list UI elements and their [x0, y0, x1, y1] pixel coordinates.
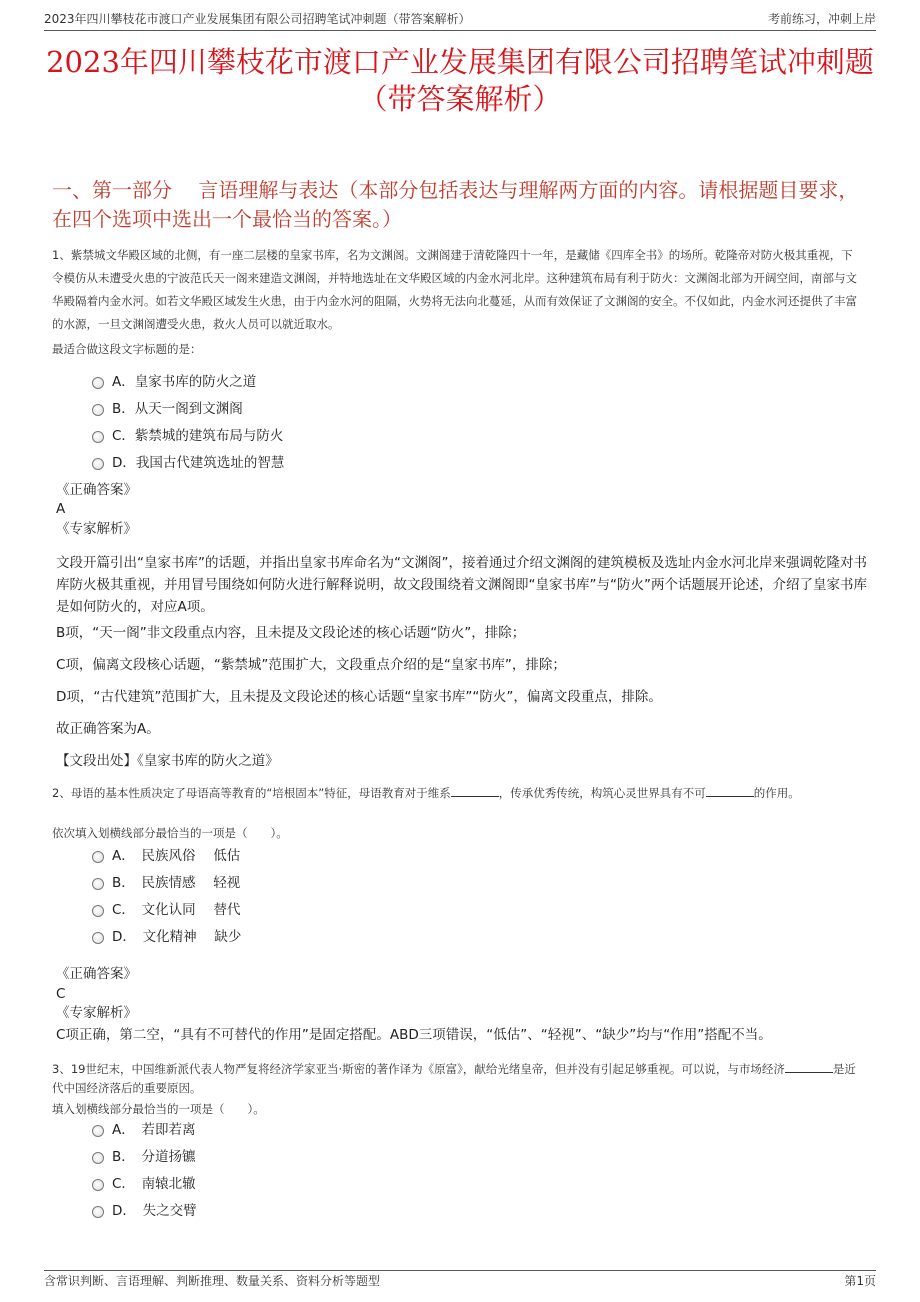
- radio-icon[interactable]: [92, 1125, 104, 1137]
- q1-analysis-conclusion: 故正确答案为A。: [56, 721, 160, 737]
- option-label: C． 南辕北辙: [112, 1176, 196, 1192]
- question-1-prompt: 最适合做这段文字标题的是：: [52, 342, 202, 356]
- footer-description: 含常识判断、言语理解、判断推理、数量关系、资料分析等题型: [44, 1274, 381, 1288]
- option-label: B．从天一阁到文渊阁: [112, 401, 243, 417]
- q2-option-b[interactable]: [92, 875, 240, 892]
- option-label: A．皇家书库的防火之道: [112, 374, 257, 390]
- q2-text-part: ，传承优秀传统，构筑心灵世界具有不可: [498, 786, 706, 800]
- q1-option-b[interactable]: [92, 401, 243, 418]
- q3-option-b[interactable]: [92, 1149, 196, 1166]
- q1-option-a[interactable]: [92, 374, 256, 391]
- question-1-text: 1、紫禁城文华殿区域的北侧，有一座二层楼的皇家书库，名为文渊阁。文渊阁建于清乾隆四十一年，是藏储《四库全书》的场所。乾隆帝对防火极其重视，下令模仿从未遭受火患的宁波范氏天一阁来建造文渊阁，并特地选址在文华殿区域的内金水河北岸。这种建筑布局有利于防火：文渊阁北部为开阔空间，南部与文华殿隔着内金水河。如若文华殿区域发生火患，由于内金水河的阻隔，火势将无法向北蔓延，从而有效保证了文渊阁的安全。不仅如此，内金水河还提供了丰富的水源，一旦文渊阁遭受火患，救火人员可以就近取水。: [52, 248, 857, 331]
- option-label: C． 文化认同 替代: [112, 902, 241, 918]
- radio-icon[interactable]: [92, 377, 104, 389]
- option-label: D． 失之交臂: [112, 1203, 197, 1219]
- radio-icon[interactable]: [92, 1206, 104, 1218]
- question-3-text: [52, 1060, 864, 1098]
- radio-icon[interactable]: [92, 1179, 104, 1191]
- section-heading: 一、第一部分 言语理解与表达（本部分包括表达与理解两方面的内容。请根据题目要求，在四个选项中选出一个最恰当的答案。）: [52, 178, 859, 231]
- question-2-text: [52, 784, 864, 803]
- q1-analysis-label: 《专家解析》: [56, 521, 137, 537]
- q1-source: 【文段出处】《皇家书库的防火之道》: [56, 753, 279, 769]
- q1-option-c[interactable]: [92, 428, 283, 445]
- header-doc-title: 2023年四川攀枝花市渡口产业发展集团有限公司招聘笔试冲刺题（带答案解析）: [44, 12, 471, 26]
- radio-icon[interactable]: [92, 404, 104, 416]
- radio-icon[interactable]: [92, 458, 104, 470]
- option-label: B． 分道扬镳: [112, 1149, 196, 1165]
- q1-answer: A: [56, 501, 66, 517]
- q3-text-part: 是近代中国经济落后的重要原因。: [52, 1062, 856, 1095]
- radio-icon[interactable]: [92, 878, 104, 890]
- blank-line: [706, 796, 754, 797]
- q2-analysis: C项正确，第二空，“具有不可替代的作用”是固定搭配。ABD三项错误，“低估”、“轻视”、“缺少”均与“作用”搭配不当。: [56, 1027, 772, 1043]
- q2-option-d[interactable]: [92, 929, 241, 946]
- header-divider: [44, 30, 876, 31]
- q3-option-d[interactable]: [92, 1203, 197, 1220]
- q3-text-part: 3、19世纪末，中国维新派代表人物严复将经济学家亚当·斯密的著作译为《原富》，献给光绪皇帝，但并没有引起足够重视。可以说，与市场经济: [52, 1062, 785, 1076]
- q1-analysis-c: C项，偏离文段核心话题，“紫禁城”范围扩大，文段重点介绍的是“皇家书库”，排除；: [56, 657, 566, 673]
- footer-divider: [44, 1270, 876, 1271]
- q2-text-part: 2、母语的基本性质决定了母语高等教育的“培根固本”特征，母语教育对于维系: [52, 786, 451, 800]
- radio-icon[interactable]: [92, 932, 104, 944]
- q3-option-a[interactable]: [92, 1122, 196, 1139]
- q2-analysis-label: 《专家解析》: [56, 1005, 137, 1021]
- q2-text-part: 的作用。: [753, 786, 800, 800]
- blank-line: [451, 796, 499, 797]
- page-number: 第1页: [844, 1274, 876, 1288]
- q1-option-d[interactable]: [92, 455, 284, 472]
- blank-line: [785, 1072, 833, 1073]
- q2-answer-label: 《正确答案》: [56, 966, 137, 982]
- question-2-prompt: 依次填入划横线部分最恰当的一项是（ ）。: [52, 826, 288, 840]
- option-label: A． 民族风俗 低估: [112, 848, 241, 864]
- q1-analysis-d: D项，“古代建筑”范围扩大，且未提及文段论述的核心话题“皇家书库”“防火”，偏离文段重点，排除。: [56, 689, 662, 705]
- q2-answer: C: [56, 986, 66, 1002]
- page-title: 2023年四川攀枝花市渡口产业发展集团有限公司招聘笔试冲刺题（带答案解析）: [46, 45, 874, 116]
- radio-icon[interactable]: [92, 431, 104, 443]
- q1-answer-label: 《正确答案》: [56, 482, 137, 498]
- option-label: B． 民族情感 轻视: [112, 875, 241, 891]
- header-slogan: 考前练习，冲刺上岸: [767, 12, 876, 26]
- q1-analysis-b: B项，“天一阁”非文段重点内容，且未提及文段论述的核心话题“防火”，排除；: [56, 625, 526, 641]
- radio-icon[interactable]: [92, 851, 104, 863]
- q2-option-a[interactable]: [92, 848, 240, 865]
- question-3-prompt: 填入划横线部分最恰当的一项是（ ）。: [52, 1102, 265, 1116]
- option-label: C．紫禁城的建筑布局与防火: [112, 428, 284, 444]
- radio-icon[interactable]: [92, 905, 104, 917]
- option-label: A． 若即若离: [112, 1122, 196, 1138]
- q2-option-c[interactable]: [92, 902, 240, 919]
- q3-option-c[interactable]: [92, 1176, 196, 1193]
- option-label: D．我国古代建筑选址的智慧: [112, 455, 285, 471]
- radio-icon[interactable]: [92, 1152, 104, 1164]
- q1-analysis-para: 文段开篇引出“皇家书库”的话题，并指出皇家书库命名为“文渊阁”，接着通过介绍文渊阁的建筑模板及选址内金水河北岸来强调乾隆对书库防火极其重视，并用冒号围绕如何防火进行解释说明，故文段围绕着文渊阁即“皇家书库”与“防火”两个话题展开论述，介绍了皇家书库是如何防火的，对应A项。: [56, 555, 867, 615]
- option-label: D． 文化精神 缺少: [112, 929, 242, 945]
